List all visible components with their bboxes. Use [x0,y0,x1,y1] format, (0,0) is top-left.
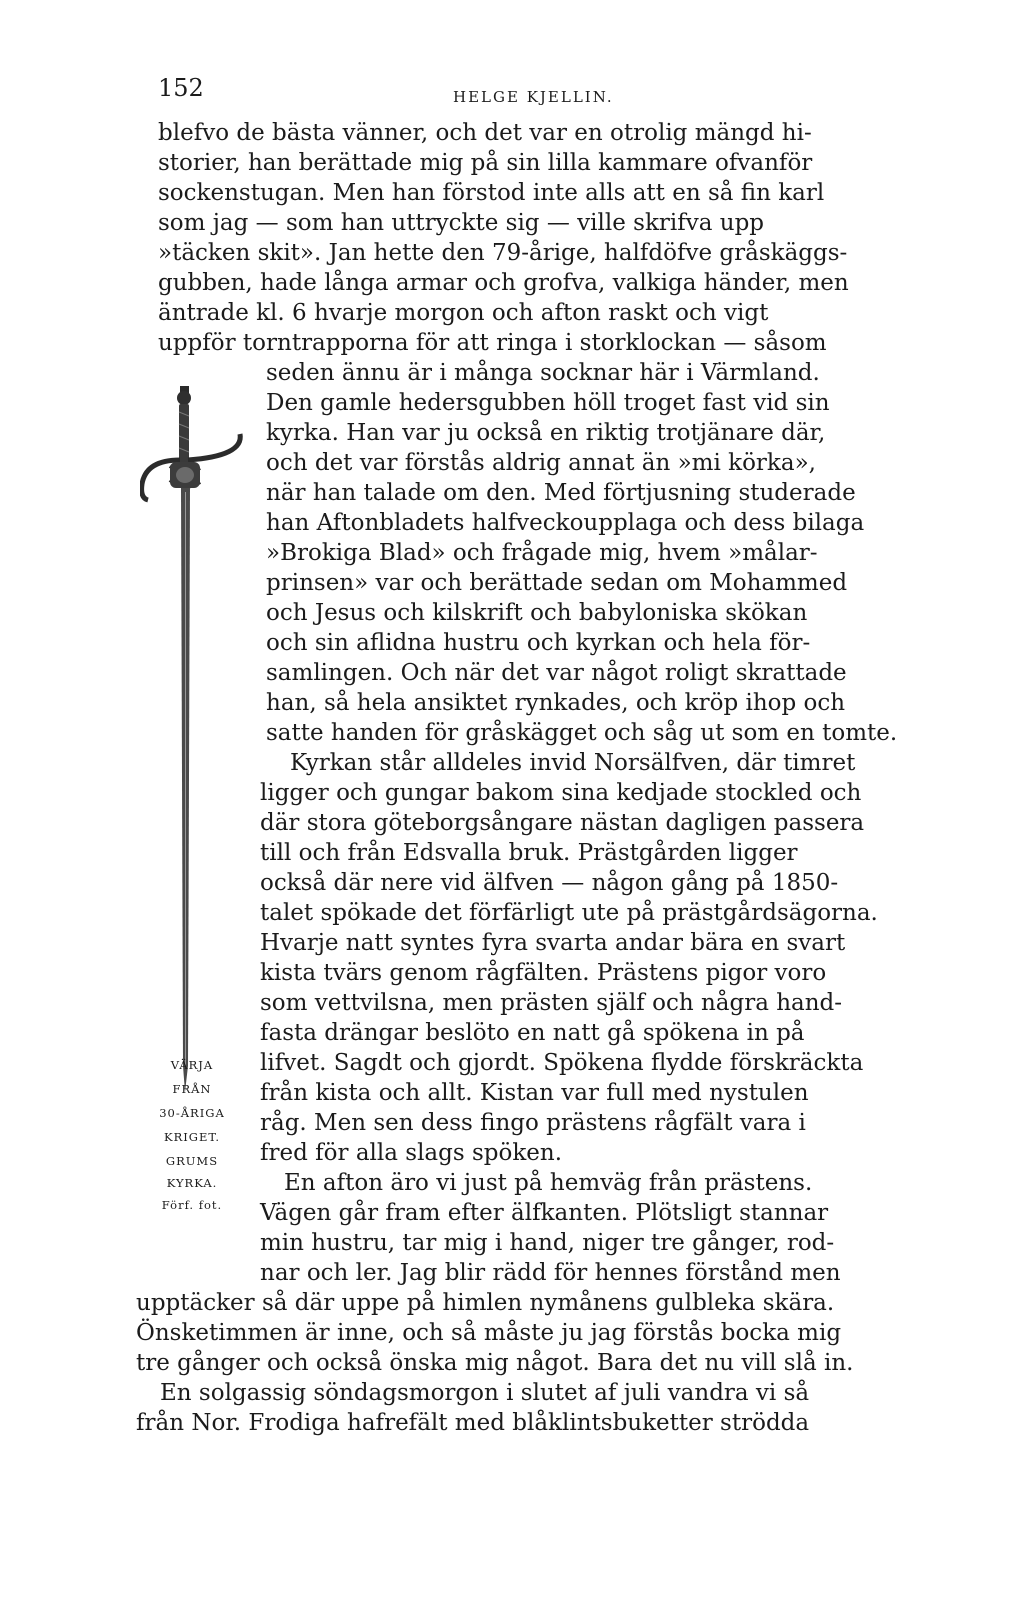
body-line: Önsketimmen är inne, och så måste ju jag förstås bocka mig [136,1320,842,1346]
body-line: gubben, hade långa armar och grofva, valkiga händer, men [158,270,849,296]
body-line: storier, han berättade mig på sin lilla kammare ofvanför [158,150,813,176]
figure-caption-line: KYRKA. [166,1176,218,1190]
body-line: nar och ler. Jag blir rädd för hennes förstånd men [260,1260,841,1286]
body-line: Den gamle hedersgubben höll troget fast vid sin [266,390,830,416]
body-line: sockenstugan. Men han förstod inte alls att en så fin karl [158,180,825,206]
body-line: fasta drängar beslöto en natt gå spökena in på [260,1020,805,1046]
figure-caption-line: VÄRJA [170,1058,214,1072]
body-line: och det var förstås aldrig annat än »mi körka», [266,450,816,476]
body-line: från kista och allt. Kistan var full med nystulen [260,1080,809,1106]
body-line: talet spökade det förfärligt ute på prästgårdsägorna. [260,900,878,926]
body-line: som jag — som han uttryckte sig — ville skrifva upp [158,210,765,236]
body-line: »Brokiga Blad» och frågade mig, hvem »målar- [266,540,818,566]
body-line: uppför torntrapporna för att ringa i storklockan — såsom [158,330,827,356]
body-line: från Nor. Frodiga hafrefält med blåklintsbuketter strödda [136,1410,810,1436]
figure-caption-line: GRUMS [165,1154,219,1168]
body-line: min hustru, tar mig i hand, niger tre gånger, rod- [260,1230,835,1256]
body-line: han Aftonbladets halfveckoupplaga och dess bilaga [266,510,865,536]
body-line: Hvarje natt syntes fyra svarta andar bära en svart [260,930,846,956]
body-line: blefvo de bästa vänner, och det var en otrolig mängd hi- [158,120,812,146]
body-line: där stora göteborgsångare nästan dagligen passera [260,810,865,836]
body-line: fred för alla slags spöken. [260,1140,563,1166]
body-line: äntrade kl. 6 hvarje morgon och afton raskt och vigt [158,300,769,326]
running-head: HELGE KJELLIN. [453,88,614,106]
body-line: En solgassig söndagsmorgon i slutet af juli vandra vi så [160,1380,810,1406]
figure-caption-line: Förf. fot. [161,1198,223,1212]
body-line: och Jesus och kilskrift och babyloniska skökan [266,600,808,626]
body-line: och sin aflidna hustru och kyrkan och hela för- [266,630,811,656]
body-line: »täcken skit». Jan hette den 79-årige, halfdöfve gråskäggs- [158,240,848,266]
body-line: kyrka. Han var ju också en riktig trotjänare där, [266,420,826,446]
body-line: också där nere vid älfven — någon gång på 1850- [260,870,839,896]
body-line: råg. Men sen dess fingo prästens rågfält vara i [260,1110,806,1136]
body-line: Kyrkan står alldeles invid Norsälfven, där timret [290,750,856,776]
rapier-illustration [140,376,252,1096]
body-line: tre gånger och också önska mig något. Bara det nu vill slå in. [136,1350,854,1376]
body-line: lifvet. Sagdt och gjordt. Spökena flydde förskräckta [260,1050,864,1076]
body-line: En afton äro vi just på hemväg från prästens. [284,1170,813,1196]
body-line: seden ännu är i många socknar här i Värmland. [266,360,820,386]
figure-caption-line: FRÅN [172,1082,212,1096]
body-line: satte handen för gråskägget och såg ut som en tomte. [266,720,898,746]
body-line: prinsen» var och berättade sedan om Mohammed [266,570,848,596]
body-line: Vägen går fram efter älfkanten. Plötsligt stannar [260,1200,829,1226]
body-line: när han talade om den. Med förtjusning studerade [266,480,856,506]
body-line: till och från Edsvalla bruk. Prästgården ligger [260,840,798,866]
body-line: han, så hela ansiktet rynkades, och kröp ihop och [266,690,846,716]
body-line: upptäcker så där uppe på himlen nymånens gulbleka skära. [136,1290,835,1316]
body-line: kista tvärs genom rågfälten. Prästens pigor voro [260,960,827,986]
body-line: som vettvilsna, men prästen själf och några hand- [260,990,843,1016]
body-line: ligger och gungar bakom sina kedjade stockled och [260,780,862,806]
body-line: samlingen. Och när det var något roligt skrattade [266,660,847,686]
figure-caption-line: 30-ÅRIGA [159,1106,225,1120]
figure-caption-line: KRIGET. [163,1130,220,1144]
page-number: 152 [158,74,204,102]
